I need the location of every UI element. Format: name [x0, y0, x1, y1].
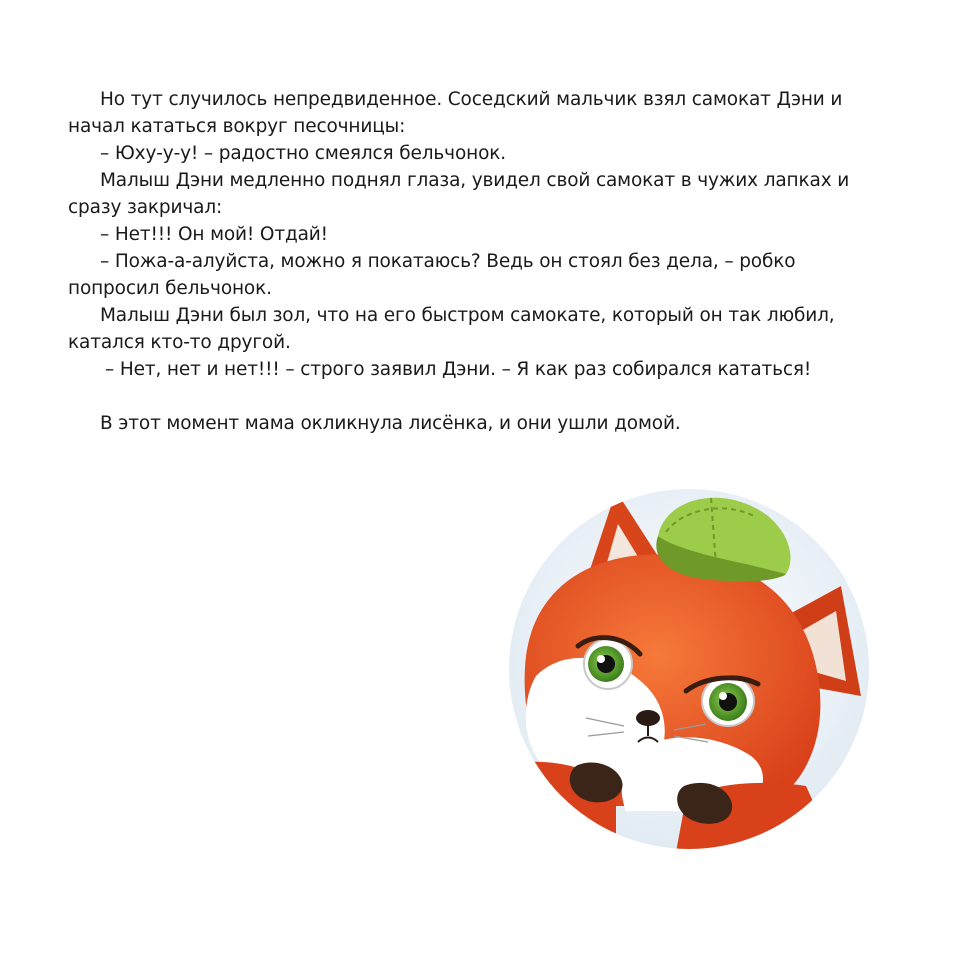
paragraph-4: – Нет!!! Он мой! Отдай!: [100, 224, 328, 245]
paragraph-3: Малыш Дэни медленно поднял глаза, увидел свой самокат в чужих лапках и сразу закричал:: [68, 170, 850, 218]
paragraph-1: Но тут случилось непредвиденное. Соседский мальчик взял самокат Дэни и начал кататься вокруг песочницы:: [68, 89, 843, 137]
fox-cub-icon: [506, 486, 872, 852]
paragraph-2: – Юху-у-у! – радостно смеялся бельчонок.: [100, 143, 506, 164]
paragraph-6: Малыш Дэни был зол, что на его быстром самокате, который он так любил, катался кто-то другой.: [68, 305, 835, 353]
paragraph-7: – Нет, нет и нет!!! – строго заявил Дэни. – Я как раз собирался кататься!: [105, 359, 812, 380]
fox-illustration: [506, 486, 872, 852]
paragraph-5: – Пожа-а-алуйста, можно я покатаюсь? Ведь он стоял без дела, – робко попросил бельчонок.: [68, 251, 796, 299]
story-text: [68, 86, 868, 437]
paragraph-8: В этот момент мама окликнула лисёнка, и они ушли домой.: [100, 413, 681, 434]
